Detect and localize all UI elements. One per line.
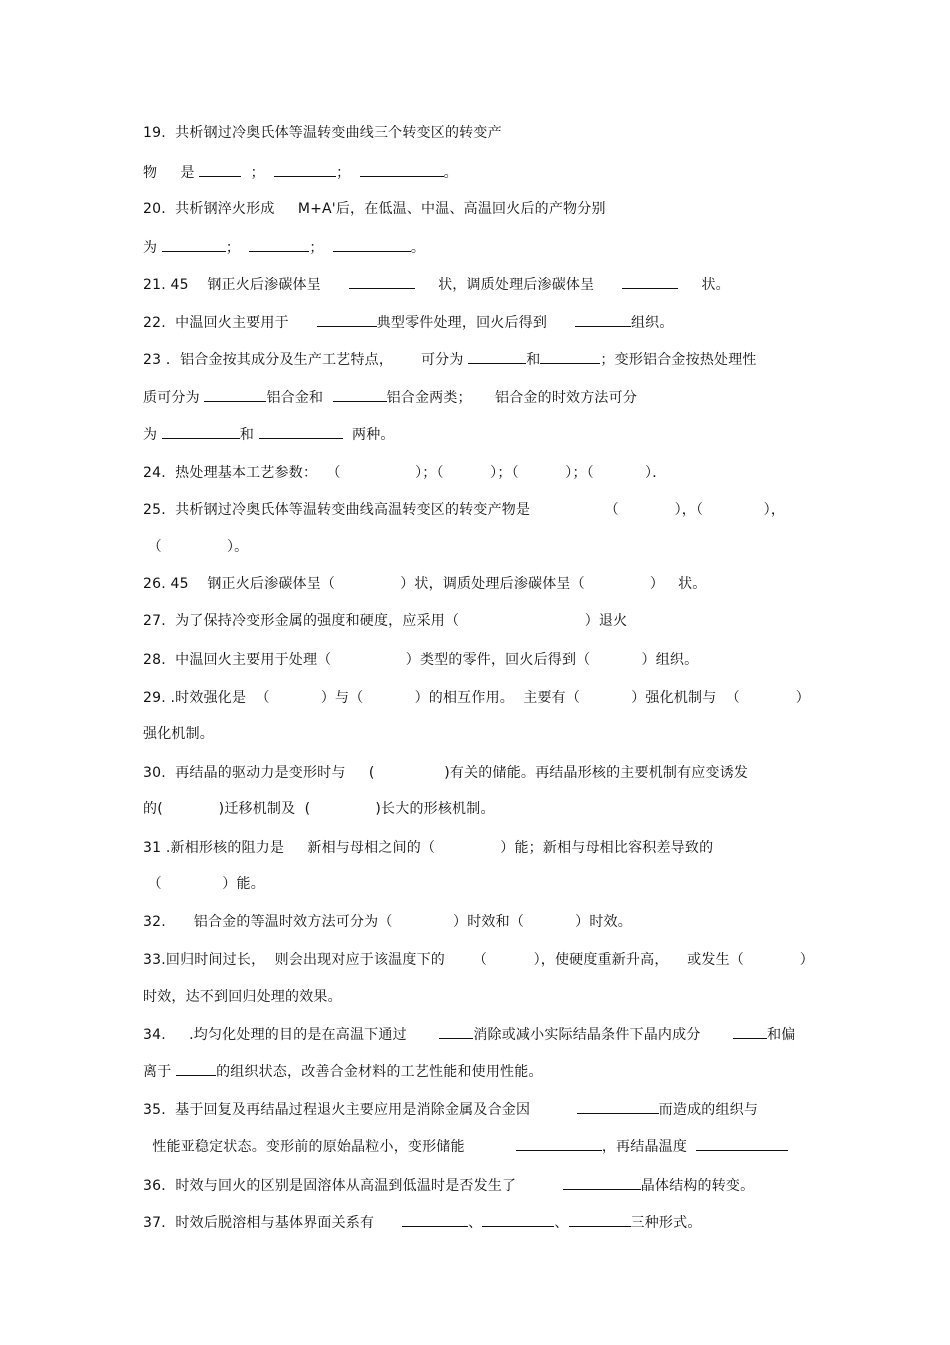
question-20-line-1: 20. 共析钢淬火形成 M+A'后，在低温、中温、高温回火后的产物分别 <box>143 201 606 217</box>
question-30-line-1: 30. 再结晶的驱动力是变形时与 ( )有关的储能。再结晶形核的主要机制有应变诱发 <box>143 765 749 781</box>
answer-blank[interactable] <box>360 163 444 177</box>
question-23-line-2: 质可分为 铝合金和 铝合金两类； 铝合金的时效方法可分 <box>143 390 638 406</box>
question-23-line-1: 23 ．铝合金按其成分及生产工艺特点， 可分为 和 ；变形铝合金按热处理性 <box>143 352 757 368</box>
question-27: 27. 为了保持冷变形金属的强度和硬度，应采用（ ）退火 <box>143 613 628 629</box>
question-23-line-3: 为 和 两种。 <box>143 427 395 443</box>
answer-blank[interactable] <box>349 275 415 289</box>
question-35-line-1: 35. 基于回复及再结晶过程退火主要应用是消除金属及合金因 而造成的组织与 <box>143 1102 759 1118</box>
answer-blank[interactable] <box>540 350 600 364</box>
question-29-line-2: 强化机制。 <box>143 726 214 742</box>
answer-blank[interactable] <box>482 1213 554 1227</box>
question-26: 26. 45 钢正火后渗碳体呈（ ）状，调质处理后渗碳体呈（ ） 状。 <box>143 576 707 592</box>
answer-blank[interactable] <box>563 1176 641 1190</box>
answer-blank[interactable] <box>259 425 343 439</box>
question-36: 36．时效与回火的区别是固溶体从高温到低温时是否发生了 晶体结构的转变。 <box>143 1178 755 1194</box>
answer-blank[interactable] <box>733 1025 767 1039</box>
question-20-line-2: 为 ； ； 。 <box>143 240 426 256</box>
answer-blank[interactable] <box>439 1025 473 1039</box>
answer-blank[interactable] <box>575 313 631 327</box>
question-25-line-2: （ ）。 <box>143 539 249 555</box>
question-21: 21. 45 钢正火后渗碳体呈 状，调质处理后渗碳体呈 状。 <box>143 277 730 293</box>
answer-blank[interactable] <box>569 1213 631 1227</box>
question-31-line-2: （ ）能。 <box>143 876 265 892</box>
question-25-line-1: 25. 共析钢过冷奥氏体等温转变曲线高温转变区的转变产物是 （ ），（ ）， <box>143 502 786 518</box>
answer-blank[interactable] <box>333 238 411 252</box>
answer-blank[interactable] <box>249 238 309 252</box>
answer-blank[interactable] <box>468 350 526 364</box>
answer-blank[interactable] <box>402 1213 468 1227</box>
answer-blank[interactable] <box>696 1137 788 1151</box>
question-33-line-1: 33.回归时间过长， 则会出现对应于该温度下的 （ ），使硬度重新升高， 或发生（ ） <box>143 952 814 968</box>
answer-blank[interactable] <box>176 1062 216 1076</box>
answer-blank[interactable] <box>199 163 241 177</box>
answer-blank[interactable] <box>622 275 678 289</box>
answer-blank[interactable] <box>162 425 240 439</box>
question-28: 28. 中温回火主要用于处理（ ）类型的零件，回火后得到（ ）组织。 <box>143 652 699 668</box>
answer-blank[interactable] <box>577 1100 659 1114</box>
question-31-line-1: 31 .新相形核的阻力是 新相与母相之间的（ ）能；新相与母相比容积差导致的 <box>143 840 714 856</box>
question-19-line-1: 19. 共析钢过冷奥氏体等温转变曲线三个转变区的转变产 <box>143 125 502 141</box>
question-33-line-2: 时效，达不到回归处理的效果。 <box>143 989 342 1005</box>
answer-blank[interactable] <box>317 313 377 327</box>
question-24: 24. 热处理基本工艺参数： （ ）；（ ）；（ ）；（ ）． <box>143 465 667 481</box>
question-34-line-1: 34. .均匀化处理的目的是在高温下通过 消除或减小实际结晶条件下晶内成分 和偏 <box>143 1027 796 1043</box>
answer-blank[interactable] <box>333 388 387 402</box>
question-29-line-1: 29. .时效强化是 （ ）与（ ）的相互作用。 主要有（ ）强化机制与 （ ） <box>143 690 810 706</box>
question-34-line-2: 离于 的组织状态，改善合金材料的工艺性能和使用性能。 <box>143 1064 543 1080</box>
question-22: 22. 中温回火主要用于 典型零件处理，回火后得到 组织。 <box>143 315 674 331</box>
question-19-line-2: 物 是 ； ； 。 <box>143 165 458 181</box>
answer-blank[interactable] <box>274 163 336 177</box>
answer-blank[interactable] <box>204 388 266 402</box>
answer-blank[interactable] <box>162 238 226 252</box>
question-37: 37．时效后脱溶相与基体界面关系有 、 、 三种形式。 <box>143 1215 702 1231</box>
question-35-line-2: 性能亚稳定状态。变形前的原始晶粒小，变形储能 ，再结晶温度 <box>143 1137 788 1156</box>
answer-blank[interactable] <box>516 1137 602 1151</box>
question-30-line-2: 的( )迁移机制及 ( )长大的形核机制。 <box>143 801 495 817</box>
question-32: 32. 铝合金的等温时效方法可分为（ ）时效和（ ）时效。 <box>143 914 632 930</box>
